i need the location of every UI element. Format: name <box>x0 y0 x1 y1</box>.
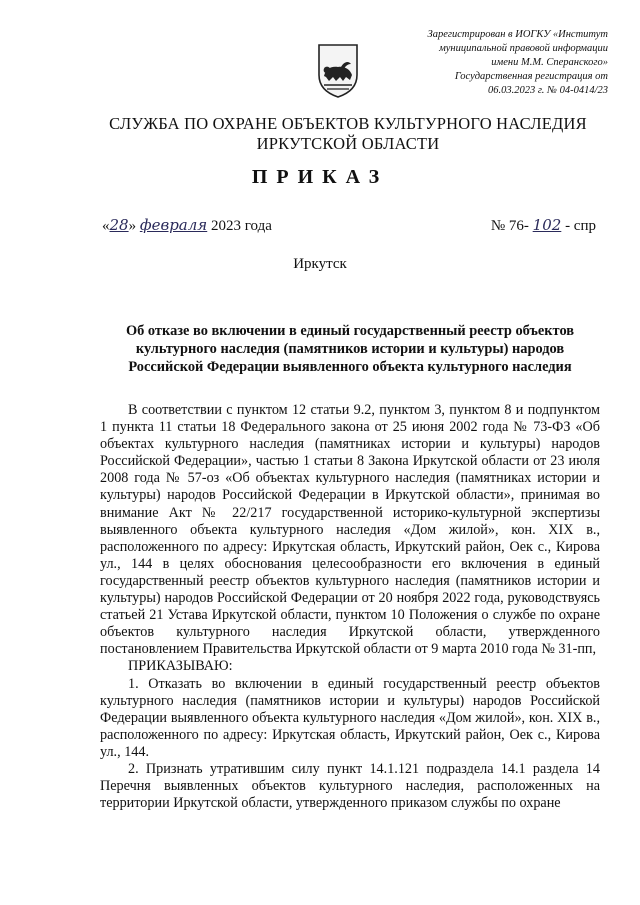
registration-line: имени М.М. Сперанского» <box>491 57 608 68</box>
date-year: 2023 года <box>210 218 272 234</box>
registration-line: Зарегистрирован в ИОГКУ «Институт <box>427 29 608 40</box>
registration-line: Государственная регистрация от <box>454 71 608 82</box>
document-type-title: ПРИКАЗ <box>251 166 389 188</box>
date-open-quote: « <box>102 218 110 234</box>
city-name: Иркутск <box>293 256 347 272</box>
preamble-paragraph: В соответствии с пунктом 12 статьи 9.2, пунктом 3, пунктом 8 и подпунктом 1 пункта 11 статьи 18 Федерального закона от 25 июня 2002 года № 73-ФЗ «Об объектах культурного наследия (памятниках истории и культуры) народов Российской Федерации», частью 1 статьи 8 Закона Иркутской области от 23 июля 2008 года № 57-оз «Об объектах культурного наследия (памятниках истории и культуры) народов Российской Федерации в Иркутской области», принимая во внимание Акт № 22/217 государственной историко-культурной экспертизы выявленного объекта культурного наследия «Дом жилой», кон. XIX в., расположенного по адресу: Иркутская область, Иркутский район, Оек с., Кирова ул., 144 в целях обоснования целесообразности его включения в единый государственный реестр объектов культурного наследия (памятников истории и культуры) народов Российской Федерации от 20 ноября 2022 года, руководствуясь статьей 21 Устава Иркутской области, пунктом 10 Положения о службе по охране объектов культурного наследия Иркутской области, утвержденного постановлением Правительства Иркутской области от 9 марта 2010 года № 31-пп, <box>100 402 600 658</box>
agency-name <box>100 114 596 154</box>
registration-line: муниципальной правовой информации <box>439 43 608 54</box>
registration-stamp <box>378 28 608 98</box>
number-prefix: № 76- <box>490 218 529 234</box>
agency-line: ИРКУТСКОЙ ОБЛАСТИ <box>256 134 440 153</box>
number-suffix: - спр <box>565 218 596 234</box>
order-word: ПРИКАЗЫВАЮ: <box>128 658 233 675</box>
registration-line: 06.03.2023 г. № 04-0414/23 <box>487 85 608 96</box>
date-month: февраля <box>139 216 208 234</box>
date-day: 28 <box>109 216 129 234</box>
number-value: 102 <box>532 216 562 234</box>
order-item-2: 2. Признать утратившим силу пункт 14.1.121 подраздела 14.1 раздела 14 Перечня выявленных объектов культурного наследия, расположенных на территории Иркутской области, утвержденного приказом службы по охране <box>100 760 600 812</box>
order-date <box>102 216 272 235</box>
order-number <box>491 216 596 235</box>
order-heading: Об отказе во включении в единый государственный реестр объектов культурного наследия (памятников истории и культуры) народов Российской Федерации выявленного объекта культурного наследия <box>125 323 575 375</box>
coat-of-arms-icon <box>316 42 360 98</box>
order-item-1: 1. Отказать во включении в единый государственный реестр объектов культурного наследия (памятников истории и культуры) народов Российской Федерации выявленного объекта культурного наследия «Дом жилой», кон. XIX в., расположенного по адресу: Иркутская область, Иркутский район, Оек с., Кирова ул., 144. <box>100 675 600 760</box>
order-body <box>100 402 600 812</box>
agency-line: СЛУЖБА ПО ОХРАНЕ ОБЪЕКТОВ КУЛЬТУРНОГО НАСЛЕДИЯ <box>109 114 587 133</box>
date-close-quote: » <box>128 218 137 234</box>
